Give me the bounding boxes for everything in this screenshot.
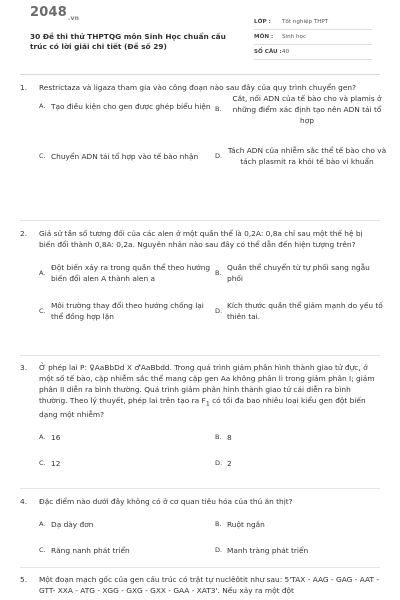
question-number: 2.: [20, 229, 28, 238]
option-a[interactable]: [39, 101, 211, 112]
option-text: Tạo điều kiện cho gen được ghép biểu hiện: [51, 102, 211, 111]
question-text: Đặc điểm nào dưới đây không có ở cơ quan tiêu hóa của thú ăn thịt?: [39, 497, 293, 506]
option-d[interactable]: [215, 145, 387, 167]
question-number: 5.: [20, 575, 28, 584]
option-b[interactable]: [215, 519, 387, 530]
option-d[interactable]: [215, 545, 387, 556]
option-a[interactable]: [39, 519, 211, 530]
option-letter: A.: [39, 433, 46, 442]
meta-row-subject: [254, 30, 372, 45]
question-text: Giả sử tần số tương đối của các alen ở một quần thể là 0,2A: 0,8a chỉ sau một thế hệ bị biến đổi thành 0,8A: 0,2a. Nguyên nhân nào sau đây có thể dẫn đến hiện tượng trên?: [39, 229, 363, 249]
option-letter: B.: [215, 433, 222, 442]
question-text-part: Ở phép lai P: ♀AaBbDd X ♂AaBbdd. Trong quá trình giảm phân hình thành giao tử đực, ở một số tế bào, cặp nhiễm sắc thể mang cặp gen Aa không phân li trong giảm phân I; giảm phân II diễn ra bình thường. Quá trình giảm phân hình thành giao tử cái diễn ra bình thường. Theo lý thuyết, phép lai trên tạo ra F: [39, 363, 375, 405]
option-letter: C.: [39, 152, 46, 160]
option-b[interactable]: [215, 262, 387, 284]
option-list: [39, 507, 380, 557]
option-d[interactable]: [215, 458, 387, 469]
option-b[interactable]: [215, 93, 387, 126]
question-4: [20, 496, 380, 557]
option-letter: A.: [39, 102, 46, 110]
option-text: 2: [227, 459, 232, 469]
option-text: Cắt, nối ADN của tế bào cho và plamis ở những điểm xác định tạo nên ADN tái tổ hợp: [232, 94, 382, 125]
meta-value: Tốt nghiệp THPT: [282, 19, 329, 25]
option-c[interactable]: [39, 300, 211, 322]
logo-sub: .vn: [67, 14, 80, 22]
option-b[interactable]: [215, 432, 387, 443]
question-text: Một đoạn mạch gốc của gen cấu trúc có trật tự nuclêôtit như sau: 5'TAX - AAG - GAG - AAT - GTT- XXA - ATG - XGG - GXG - GXX - GAA - XAT3'. Nếu xảy ra một đột: [39, 575, 380, 595]
option-text: 16: [51, 433, 61, 443]
option-letter: D.: [215, 546, 223, 554]
option-text: Manh tràng phát triển: [227, 546, 309, 555]
option-letter: C.: [39, 459, 46, 468]
option-c[interactable]: [39, 458, 211, 469]
question-text-part: có tối đa bao nhiêu loại kiểu gen đột biến dạng một nhiễm?: [39, 396, 366, 420]
question-number: 3.: [20, 363, 28, 372]
option-text: Tách ADN của nhiễm sắc thể tế bào cho và tách plasmit ra khỏi tế bào vi khuẩn: [227, 146, 387, 166]
logo-main: 2048: [30, 5, 67, 20]
option-d[interactable]: [215, 300, 387, 322]
meta-key: MÔN :: [254, 34, 274, 40]
option-text: Quần thể chuyển từ tự phối sang ngẫu phối: [227, 263, 370, 283]
question-divider: [20, 567, 380, 568]
option-letter: B.: [215, 268, 222, 277]
exam-meta: [254, 15, 372, 60]
option-letter: A.: [39, 520, 46, 528]
document-header: [0, 0, 400, 68]
question-text: [39, 362, 380, 420]
option-list: [39, 420, 380, 476]
option-list: [39, 250, 383, 344]
question-text: Restrictaza và ligaza tham gia vào công đoạn nào sau đây của quy trình chuyển gen?: [39, 83, 357, 92]
question-1: [20, 82, 387, 191]
option-letter: C.: [39, 306, 46, 315]
meta-row-count: [254, 45, 372, 60]
option-text: Chuyển ADN tái tổ hợp vào tế bào nhận: [51, 152, 199, 161]
option-a[interactable]: [39, 432, 211, 443]
option-text: 8: [227, 433, 232, 443]
site-logo[interactable]: [30, 5, 79, 22]
header-divider: [20, 74, 380, 75]
question-3: [20, 362, 380, 476]
subscript: 1: [205, 400, 210, 408]
question-divider: [20, 220, 380, 221]
meta-key: LỚP :: [254, 19, 271, 25]
meta-key: SỐ CÂU :: [254, 49, 282, 55]
option-letter: A.: [39, 268, 46, 277]
question-2: [20, 228, 383, 344]
meta-value: Sinh học: [282, 34, 307, 40]
option-letter: B.: [215, 105, 222, 113]
option-text: Đột biến xảy ra trong quần thể theo hướng biến đổi alen A thành alen a: [51, 263, 211, 283]
question-number: 4.: [20, 497, 28, 506]
question-5: [20, 574, 380, 596]
option-list: [39, 93, 387, 191]
option-text: Kích thước quần thể giảm mạnh do yếu tố thiên tai.: [227, 301, 383, 321]
exam-title: 30 Đề thi thử THPTQG môn Sinh Học chuẩn cấu trúc có lời giải chi tiết (Đề số 29): [30, 32, 226, 51]
option-letter: D.: [215, 306, 223, 315]
question-number: 1.: [20, 83, 28, 92]
option-a[interactable]: [39, 262, 211, 284]
meta-value: 40: [282, 49, 290, 55]
option-text: Môi trường thay đổi theo hướng chống lại thể đồng hợp lặn: [51, 301, 204, 321]
option-c[interactable]: [39, 545, 211, 556]
option-letter: D.: [215, 151, 223, 160]
question-divider: [20, 488, 380, 489]
meta-row-class: [254, 15, 372, 30]
option-letter: D.: [215, 459, 223, 468]
option-letter: C.: [39, 546, 46, 554]
option-text: Dạ dày đơn: [51, 520, 94, 529]
option-c[interactable]: [39, 151, 211, 162]
question-divider: [20, 355, 380, 356]
option-text: 12: [51, 459, 61, 469]
option-text: Răng nanh phát triển: [51, 546, 130, 555]
option-letter: B.: [215, 520, 222, 528]
option-text: Ruột ngắn: [227, 520, 265, 529]
